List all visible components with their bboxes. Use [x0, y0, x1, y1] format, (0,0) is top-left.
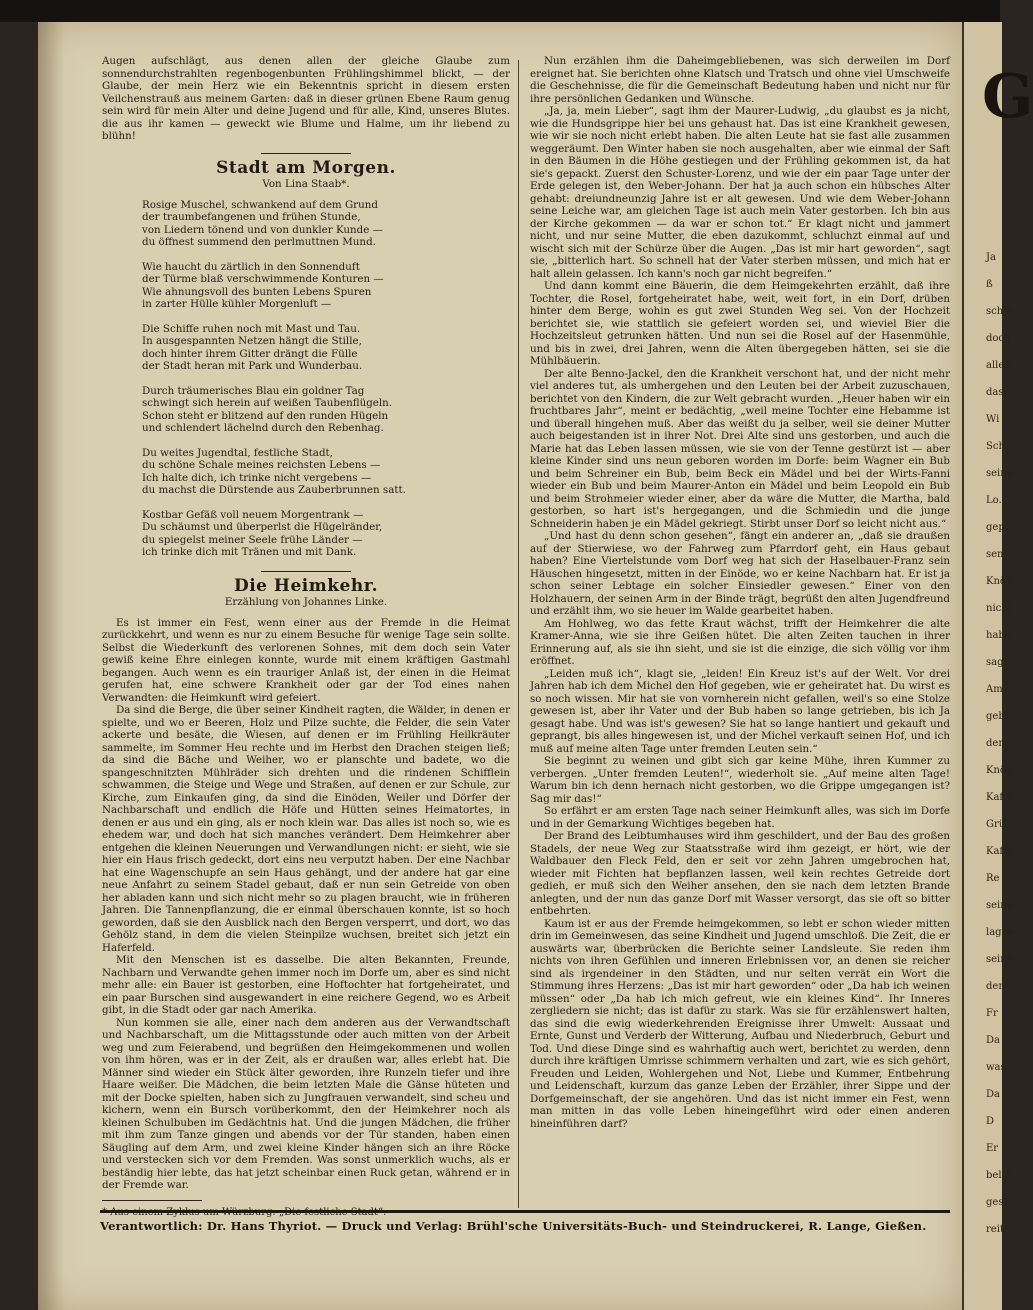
section-divider: [261, 571, 351, 572]
footnote-divider: [102, 1200, 202, 1201]
story-paragraph: Und dann kommt eine Bäuerin, die dem Heimgekehrten erzählt, daß ihre Tochter, die Rosel, fortgeheiratet habe, weit, weit fort, in ein Dorf, drüben hinter dem Berge, wohin es gut zwei Stunden Weg sei. Von der Hochzeit berichtet sie, wie stattlich sie gefeiert worden sei, und wieviel Bier die Hochzeitsleut getrunken hätten. Und nun sei die Rosel auf der Hasenmühle, und bis in zwei, drei Jahren, wenn die Alten übergegeben hätten, sei sie die Mühlbäuerin.: [530, 280, 950, 367]
adjacent-page-fragment: Fr: [986, 1008, 998, 1019]
adjacent-page-fragment: Da: [986, 1035, 1000, 1046]
adjacent-page-fragment: doch: [986, 333, 1011, 344]
adjacent-page-fragment: Knös: [986, 576, 1012, 587]
poem-stanza: [142, 199, 510, 249]
adjacent-page-fragment: nicht: [986, 603, 1012, 614]
adjacent-page-fragment: Sch: [986, 441, 1005, 452]
adjacent-page-fragment: seine: [986, 900, 1013, 911]
story-paragraph: Nun erzählen ihm die Daheimgebliebenen, was sich derweilen im Dorf ereignet hat. Sie berichten ohne Klatsch und Tratsch und ohne viel Umschweife die Geschehnisse, die für die Gemeinschaft Bedeutung haben und nicht nur für ihre persönlichen Gedanken und Wünsche.: [530, 55, 950, 105]
poem-line: ich trinke dich mit Tränen und mit Dank.: [142, 546, 357, 558]
adjacent-page-fragment: Kaffe: [986, 792, 1013, 803]
poem-line: Die Schiffe ruhen noch mit Mast und Tau.: [142, 322, 361, 335]
adjacent-page-fragment: den: [986, 738, 1005, 749]
adjacent-page-fragment: belin: [986, 1170, 1012, 1181]
poem-line: doch hinter ihrem Gitter drängt die Fülle: [142, 347, 358, 360]
adjacent-page-fragment: gebr: [986, 711, 1010, 722]
poem-line: du schöne Schale meines reichsten Lebens —: [142, 459, 381, 471]
adjacent-page-fragment: Da: [986, 1089, 1000, 1100]
scan-top-edge: [0, 0, 1000, 22]
poem-stanza: [142, 447, 510, 497]
adjacent-page-initial: G: [982, 62, 1033, 132]
poem-line: Du schäumst und überperlst die Hügelränder,: [142, 521, 383, 533]
adjacent-page-fragment: Kaffe: [986, 846, 1013, 857]
adjacent-page-fragment: ß: [986, 279, 993, 290]
adjacent-page-fragment: gepu: [986, 522, 1012, 533]
adjacent-page-fragment: Re: [986, 873, 1000, 884]
adjacent-page-fragment: reiti: [986, 1224, 1008, 1235]
poem-line: schwingt sich herein auf weißen Taubenflügeln.: [142, 397, 393, 409]
poem-line: Wie haucht du zärtlich in den Sonnenduft: [142, 260, 360, 273]
story-continuation: [530, 55, 950, 1130]
adjacent-page-fragment: Lo.: [986, 495, 1002, 506]
adjacent-page-fragment: ges: [986, 1197, 1004, 1208]
story-paragraph: Am Hohlweg, wo das fette Kraut wächst, trifft der Heimkehrer die alte Kramer-Anna, wie sie ihre Geißen hütet. Die alten Zeiten tauchen in ihrer Erinnerung auf, als sie ihn sieht, und sie ist die einzige, die sich völlig vor ihm eröffnet.: [530, 617, 950, 667]
story-paragraph: Der Brand des Leibtumhauses wird ihm geschildert, und der Bau des großen Stadels, der neue Weg zur Staatsstraße wird ihm gezeigt, er hört, wie der Waldbauer den Fleck Feld, den er seit vor zehn Jahren umgebrochen hat, wieder mit Fichten hat bepflanzen lassen, weil kein rechtes Getreide dort gedieh, er muß sich den Weiher ansehen, den sie nach dem letzten Brande anlegten, und der nun das ganze Dorf mit Wasser versorgt, das sie oft so bitter entbehrten.: [530, 830, 950, 917]
story-byline: Erzählung von Johannes Linke.: [224, 596, 388, 608]
poem-stanza: [142, 261, 510, 311]
right-column: [530, 55, 950, 1130]
story-paragraph: Sie beginnt zu weinen und gibt sich gar keine Mühe, ihren Kummer zu verbergen. „Unter fremden Leuten!“, wiederholt sie. „Auf meine alten Tage! Warum bin ich denn hernach nicht gestorben, wo die Grippe umgegangen ist? Sag mir das!“: [530, 755, 950, 805]
story-paragraph: „Ja, ja, mein Lieber“, sagt ihm der Maurer-Ludwig, „du glaubst es ja nicht, wie die Hundsgrippe hier bei uns gehaust hat. Das ist eine Krankheit gewesen, wie wir sie noch nicht erlebt haben. Die alten Leute hat sie fast alle zusammen weggeräumt. Den Winter haben sie noch ausgehalten, aber wie einmal der Saft in den Bäumen in die Höhe gestiegen und der Frühling gekommen ist, da hat sie's gepackt. Zuerst den Schuster-Lorenz, und wie der ein paar Tage unter der Erde gelegen ist, den Weber-Johann. Der hat ja auch schon ein hübsches Alter gehabt: dreiundneunzig Jahre ist er alt gewesen. Und wie dem Weber-Johann seine Leiche war, am gleichen Tage ist auch mein Vater gestorben. Ich bin aus der Kirche gekommen — da war er schon tot.“ Er klagt nicht und jammert nicht, und nur seine Mutter, die eben dazukommt, schluchzt einmal auf und wischt sich mit der Schürze über die Augen. „Das ist mir hart geworden“, sagt sie, „bitterlich hart. So schnell hat der Vater sterben müssen, und mich hat er halt allein gelassen. Ich kann's noch gar nicht begreifen.“: [530, 105, 950, 280]
story-paragraph: Mit den Menschen ist es dasselbe. Die alten Bekannten, Freunde, Nachbarn und Verwandte gehen immer noch im Dorfe um, aber es sind nicht mehr alle: ein Bauer ist gestorben, eine Hoftochter hat fortgeheiratet, und ein paar Burschen sind ausgewandert in eine reichere Gegend, wo es Arbeit gibt, in die Stadt oder gar nach Amerika.: [102, 954, 510, 1016]
poem-line: der Stadt heran mit Park und Wunderbau.: [142, 360, 363, 372]
adjacent-page-fragment: Grü: [986, 819, 1006, 830]
poem-line: Wie ahnungsvoll des bunten Lebens Spuren: [142, 285, 372, 298]
poem-line: Schon steht er blitzend auf den runden Hügeln: [142, 409, 389, 422]
adjacent-page-fragment: sen: [986, 549, 1004, 560]
left-column: [102, 55, 510, 1219]
adjacent-page-edge: [962, 22, 1033, 1310]
poem-body: [102, 199, 510, 559]
adjacent-page-fragment: schla: [986, 306, 1013, 317]
poem-byline: Von Lina Staab*.: [262, 178, 350, 190]
story-paragraph: „Leiden muß ich“, klagt sie, „leiden! Ein Kreuz ist's auf der Welt. Vor drei Jahren hab ich dem Michel den Hof gegeben, wie er geheiratet hat. Du wirst es so noch wissen. Mir hat sie von vornherein nicht gefallen, weil's so eine Stolze gewesen ist, aber ihr Vater und der Bub haben so lange getrieben, bis ich Ja gesagt habe. Und was ist's gewesen? Sie hat so lange hantiert und gekauft und geprangt, bis alles hingewesen ist, und der Michel verkauft seinen Hof, und ich muß auf meine alten Tage unter fremden Leuten sein.“: [530, 667, 950, 755]
adjacent-page-fragment: seine: [986, 954, 1013, 965]
poem-line: In ausgespannten Netzen hängt die Stille,: [142, 335, 362, 347]
story-body: [102, 617, 510, 1192]
story-paragraph: Es ist immer ein Fest, wenn einer aus der Fremde in die Heimat zurückkehrt, und wenn es nur zu einem Besuche für wenige Tage sein sollte. Selbst die Wiederkunft des verlorenen Sohnes, mit dem doch sein Vater gewiß keine Ehre einlegen konnte, wurde mit einem kräftigen Gastmahl begangen. Auch wenn es ein trauriger Anlaß ist, der einen in die Heimat gerufen hat, eine schwere Krankheit oder gar der Tod eines nahen Verwandten: die Heimkunft wird gefeiert.: [102, 616, 510, 704]
poem-line: in zarter Hülle kühler Morgenluft —: [142, 298, 332, 310]
page-gutter-shadow: [38, 22, 64, 1310]
poem-line: von Liedern tönend und von dunkler Kunde —: [142, 223, 383, 236]
adjacent-page-fragment: alles: [986, 360, 1010, 371]
intro-paragraph: Augen aufschlägt, aus denen allen der gleiche Glaube zum sonnendurchstrahlten regenbogenbunten Frühlingshimmel blickt, — der Glaube, der mein Herz wie ein Bekenntnis spricht in diesem ersten Veilchenstrauß aus meinem Garten: daß in dieser grünen Ebene Raum genug sein wird für mein Alter und deine Jugend und für alle, Kind, unseres Blutes. die aus ihr kamen — geweckt wie Blume und Halme, um ihr liebend zu blühn!: [102, 55, 510, 142]
adjacent-page-fragment: was: [986, 1062, 1006, 1073]
poem-line: der Türme blaß verschwimmende Konturen —: [142, 273, 384, 285]
section-divider: [261, 153, 351, 154]
adjacent-page-fragment: habe: [986, 630, 1011, 641]
poem-stanza: [142, 509, 510, 559]
column-rule: [518, 60, 519, 1208]
story-paragraph: Da sind die Berge, die über seiner Kindheit ragten, die Wälder, in denen er spielte, und wo er Beeren, Holz und Pilze suchte, die Felder, die sein Vater ackerte und besäte, die Wiesen, auf denen er im Frühling Heilkräuter sammelte, im Sommer Heu rechte und im Herbst den Drachen steigen ließ; da sind die Bäche und Weiher, wo er planschte und badete, wo die spangeschnitzten Mühlräder sich drehten und die rindenen Schifflein schwammen, die Steige und Wege und Straßen, auf denen er zur Schule, zur Kirche, zum Einkaufen ging, da sind die Einöden, Weiler und Dörfer der Nachbarschaft und endlich die Höfe und Hütten seines Heimatortes, in denen er aus und ein ging, als er noch klein war. Das alles ist noch so, wie es ehedem war, und doch hat sich manches verändert. Dem Heimkehrer aber entgehen die kleinen Neuerungen und Verwandlungen nicht: er sieht, wie sie hier ein Haus frisch gedeckt, dort eins neu verputzt haben. Der eine Nachbar hat eine Wagenschupfe an sein Haus gehängt, und der andere hat gar eine neue Anfahrt zu seinem Stadel gebaut, daß er nun sein Getreide von oben her abladen kann und sich nicht mehr so zu plagen braucht, wie in früheren Jahren. Die Tannenpflanzung, die er einmal überschauen konnte, ist so hoch geworden, daß sie den Ausblick nach den Bergen versperrt, und dort, wo das Gehölz stand, in dem die vielen Steinpilze wuchsen, breitet sich jetzt ein Haferfeld.: [102, 704, 510, 954]
adjacent-page-fragment: das: [986, 387, 1004, 398]
poem-stanza: [142, 385, 510, 435]
poem-line: Rosige Muschel, schwankend auf dem Grund: [142, 198, 378, 211]
footer-rule: [100, 1210, 950, 1213]
adjacent-page-fragment: Er: [986, 1143, 999, 1154]
poem-line: und schlendert lächelnd durch den Rebenhag.: [142, 422, 384, 434]
adjacent-page-fragment: seine: [986, 468, 1013, 479]
adjacent-page-fragment: lagen: [986, 927, 1014, 938]
poem-line: der traumbefangenen und frühen Stunde,: [142, 211, 361, 223]
adjacent-page-fragment: D: [986, 1116, 995, 1127]
poem-line: Durch träumerisches Blau ein goldner Tag: [142, 384, 365, 397]
story-paragraph: „Und hast du denn schon gesehen“, fängt ein anderer an, „daß sie draußen auf der Stierwiese, wo der Fahrweg zum Pfarrdorf geht, ein Haus gebaut haben? Eine Viertelstunde vom Dorf weg hat sich der Haselbauer-Franz sein Häuschen hingesetzt, mitten in der Einöde, wo er keine Nachbarn hat. Er ist ja schon seiner Lebtage ein solcher Einsiedler gewesen.“ Einer von den Holzhauern, der seinen Arm in der Binde trägt, begrüßt den alten Jugendfreund und erzählt ihm, wo sie heuer im Walde gearbeitet haben.: [530, 530, 950, 617]
story-paragraph: So erfährt er am ersten Tage nach seiner Heimkunft alles, was sich im Dorfe und in der Gemarkung Wichtiges begeben hat.: [530, 805, 950, 830]
poem-line: du machst die Dürstende aus Zauberbrunnen satt.: [142, 484, 406, 496]
imprint-line: Verantwortlich: Dr. Hans Thyriot. — Druck und Verlag: Brühl'sche Universitäts-Buch- und Steindruckerei, R. Lange, Gießen.: [100, 1219, 927, 1233]
poem-line: Ich halte dich, ich trinke nicht vergebens —: [142, 471, 372, 484]
poem-title: Stadt am Morgen.: [216, 157, 396, 178]
poem-stanza: [142, 323, 510, 373]
adjacent-page-fragment: Ja: [986, 252, 996, 263]
story-paragraph: Der alte Benno-Jackel, den die Krankheit verschont hat, und der nicht mehr viel anderes tut, als umhergehen und den Leuten bei der Arbeit zuzuschauen, berichtet von den Kindern, die zur Welt gebracht wurden. „Heuer haben wir ein fruchtbares Jahr“, meint er bedächtig, „weil meine Tochter eine Hebamme ist und überall hingehen muß. Aber das weißt du ja selber, weil sie deiner Mutter auch beigestanden ist in ihrer Not. Drei Alte sind uns gestorben, und auch die Marie hat das Leben lassen müssen, wie sie von der Tenne gestürzt ist — aber kleine Kinder sind uns neun geboren worden im Dorfe: beim Wagner ein Bub und beim Schreiner ein Bub, beim Beck ein Mädel und bei der Wirts-Fanni wieder ein Bub und beim Maurer-Anton ein Mädel und beim Leopold ein Bub und beim Strohmeier wieder einer, aber da wäre die Mutter, die Martha, bald gestorben, so hart ist's hergegangen, und die Schmiedin und die junge Schneiderin haben je ein Mädel gekriegt. Stirbt unser Dorf so leicht nicht aus.“: [530, 367, 950, 530]
adjacent-page-fragment: Wi: [986, 414, 1000, 425]
adjacent-page-fragment: Am: [986, 684, 1003, 695]
story-paragraph: Kaum ist er aus der Fremde heimgekommen, so lebt er schon wieder mitten drin im Gemeinwesen, das seine Kindheit und Jugend umschloß. Die Zeit, die er auswärts war, überbrücken die Berichte seiner Landsleute. Sie reden ihm nichts von ihren Gefühlen und inneren Erlebnissen vor, an denen sie reicher sind als irgendeiner in den Städten, und nur selten verrät ein Wort die Stimmung ihres Herzens: „Das ist mir hart geworden“ oder „Da hab ich weinen müssen“ oder „Da hab ich mich gefreut, wie ein kleines Kind“. Ihr Inneres zergliedern sie nicht; das ist dafür zu stark. Was sie für erzählenswert halten, das sind die ewig wiederkehrenden Ereignisse ihrer Umwelt: Aussaat und Ernte, Gunst und Verderb der Witterung, Aufbau und Niederbruch, Geburt und Tod. Und diese Dinge sind es wahrhaftig auch wert, berichtet zu werden, denn durch ihre kräftigen Umrisse schimmern verhalten und zart, wie es sich gehört, Freuden und Leiden, Wohlergehen und Not, Liebe und Kummer, Entbehrung und Leidenschaft, kurzum das ganze Leben der Erzähler, ihrer Sippe und der Dorfgemeinschaft, der sie angehören. Und das ist nicht immer ein Fest, wenn man mitten in das volle Leben hineingeführt wird oder einen anderen hineinführen darf?: [530, 917, 950, 1130]
adjacent-page-fragment: sagt: [986, 657, 1008, 668]
poem-line: du öffnest summend den perlmuttnen Mund.: [142, 236, 376, 248]
adjacent-page-fragment: den: [986, 981, 1005, 992]
story-paragraph: Nun kommen sie alle, einer nach dem anderen aus der Verwandtschaft und Nachbarschaft, um die Mittagsstunde oder auch mitten von der Arbeit weg und zum Feierabend, und begrüßen den Heimgekommenen und wollen von ihm hören, was er in der Zeit, als er draußen war, alles erlebt hat. Die Männer sind wieder ein Stück älter geworden, ihre Runzeln tiefer und ihre Haare weißer. Die Mädchen, die beim letzten Male die Gänse hüteten und mit der Docke spielten, haben sich zu Jungfrauen verwandelt, sind scheu und kichern, wenn ein Bursch vorüberkommt, den der Heimkehrer noch als kleinen Schulbuben im Gedächtnis hat. Und die jungen Mädchen, die früher mit ihm zum Tanze gingen und abends vor der Tür standen, haben einen Säugling auf dem Arm, und zwei kleine Kinder hängen sich an ihre Röcke und verstecken sich vor dem Fremden. Was sonst unmerklich wuchs, als er beständig hier lebte, das hat jetzt scheinbar einen Ruck getan, während er in der Fremde war.: [102, 1016, 510, 1191]
poem-line: Du weites Jugendtal, festliche Stadt,: [142, 446, 333, 459]
poem-line: du spiegelst meiner Seele frühe Länder —: [142, 533, 363, 546]
poem-line: Kostbar Gefäß voll neuem Morgentrank —: [142, 508, 364, 521]
story-title: Die Heimkehr.: [233, 575, 379, 596]
adjacent-page-fragment: Knös: [986, 765, 1012, 776]
